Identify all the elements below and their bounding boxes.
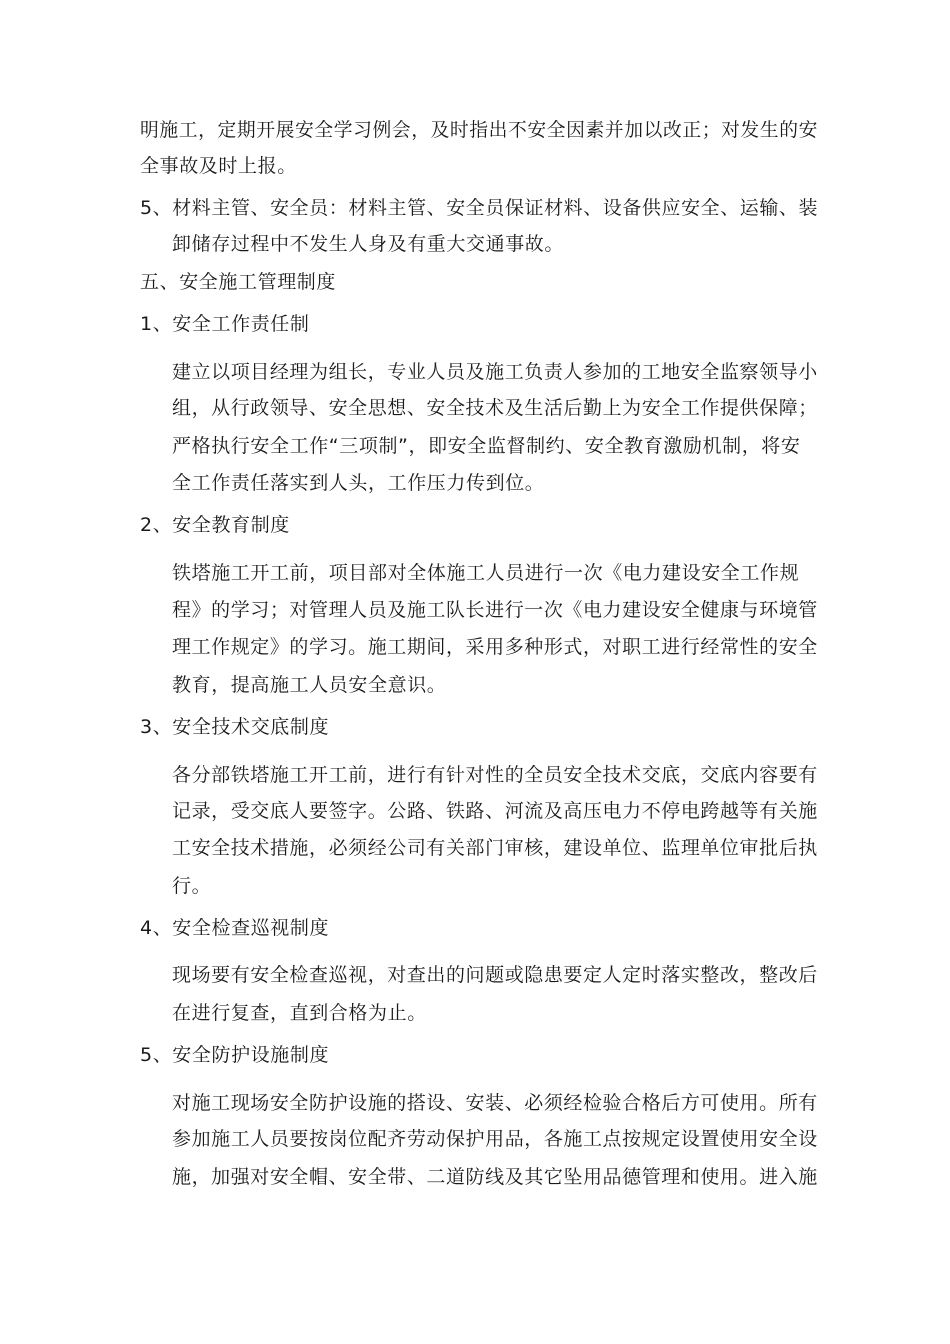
paragraph-line: 建立以项目经理为组长，专业人员及施工负责人参加的工地安全监察领导小 (172, 361, 818, 383)
paragraph-line: 程》的学习；对管理人员及施工队长进行一次《电力建设安全健康与环境管 (172, 599, 818, 621)
paragraph-line: 组，从行政领导、安全思想、安全技术及生活后勤上为安全工作提供保障； (172, 397, 818, 419)
paragraph-line: 各分部铁塔施工开工前，进行有针对性的全员安全技术交底，交底内容要有 (172, 764, 818, 786)
subsection-heading: 2、安全教育制度 (140, 514, 290, 536)
subsection-heading: 4、安全检查巡视制度 (140, 917, 330, 939)
paragraph-line: 全工作责任落实到人头，工作压力传到位。 (172, 472, 545, 494)
paragraph-line: 在进行复查，直到合格为止。 (172, 1002, 427, 1024)
paragraph-line: 全事故及时上报。 (140, 155, 297, 177)
paragraph-line: 施，加强对安全帽、安全带、二道防线及其它坠用品德管理和使用。进入施 (172, 1166, 818, 1188)
paragraph-line: 对施工现场安全防护设施的搭设、安装、必须经检验合格后方可使用。所有 (172, 1092, 818, 1114)
subsection-heading: 3、安全技术交底制度 (140, 716, 330, 738)
paragraph-line: 参加施工人员要按岗位配齐劳动保护用品，各施工点按规定设置使用安全设 (172, 1128, 818, 1150)
paragraph-line: 铁塔施工开工前，项目部对全体施工人员进行一次《电力建设安全工作规 (172, 562, 800, 584)
paragraph-line: 理工作规定》的学习。施工期间，采用多种形式，对职工进行经常性的安全 (172, 636, 818, 658)
paragraph-line: 工安全技术措施，必须经公司有关部门审核，建设单位、监理单位审批后执 (172, 837, 818, 859)
paragraph-line: 严格执行安全工作“三项制”，即安全监督制约、安全教育激励机制，将安 (172, 435, 801, 457)
paragraph-line: 记录，受交底人要签字。公路、铁路、河流及高压电力不停电跨越等有关施 (172, 800, 818, 822)
paragraph-line: 教育，提高施工人员安全意识。 (172, 674, 447, 696)
list-item-line: 5、材料主管、安全员：材料主管、安全员保证材料、设备供应安全、运输、装 (140, 197, 819, 219)
paragraph-line: 现场要有安全检查巡视，对查出的问题或隐患要定人定时落实整改，整改后 (172, 964, 818, 986)
list-item-line: 卸储存过程中不发生人身及有重大交通事故。 (172, 233, 565, 255)
paragraph-line: 明施工，定期开展安全学习例会，及时指出不安全因素并加以改正；对发生的安 (140, 119, 818, 141)
subsection-heading: 1、安全工作责任制 (140, 313, 310, 335)
section-heading: 五、安全施工管理制度 (140, 271, 337, 293)
subsection-heading: 5、安全防护设施制度 (140, 1044, 330, 1066)
paragraph-line: 行。 (172, 875, 212, 897)
